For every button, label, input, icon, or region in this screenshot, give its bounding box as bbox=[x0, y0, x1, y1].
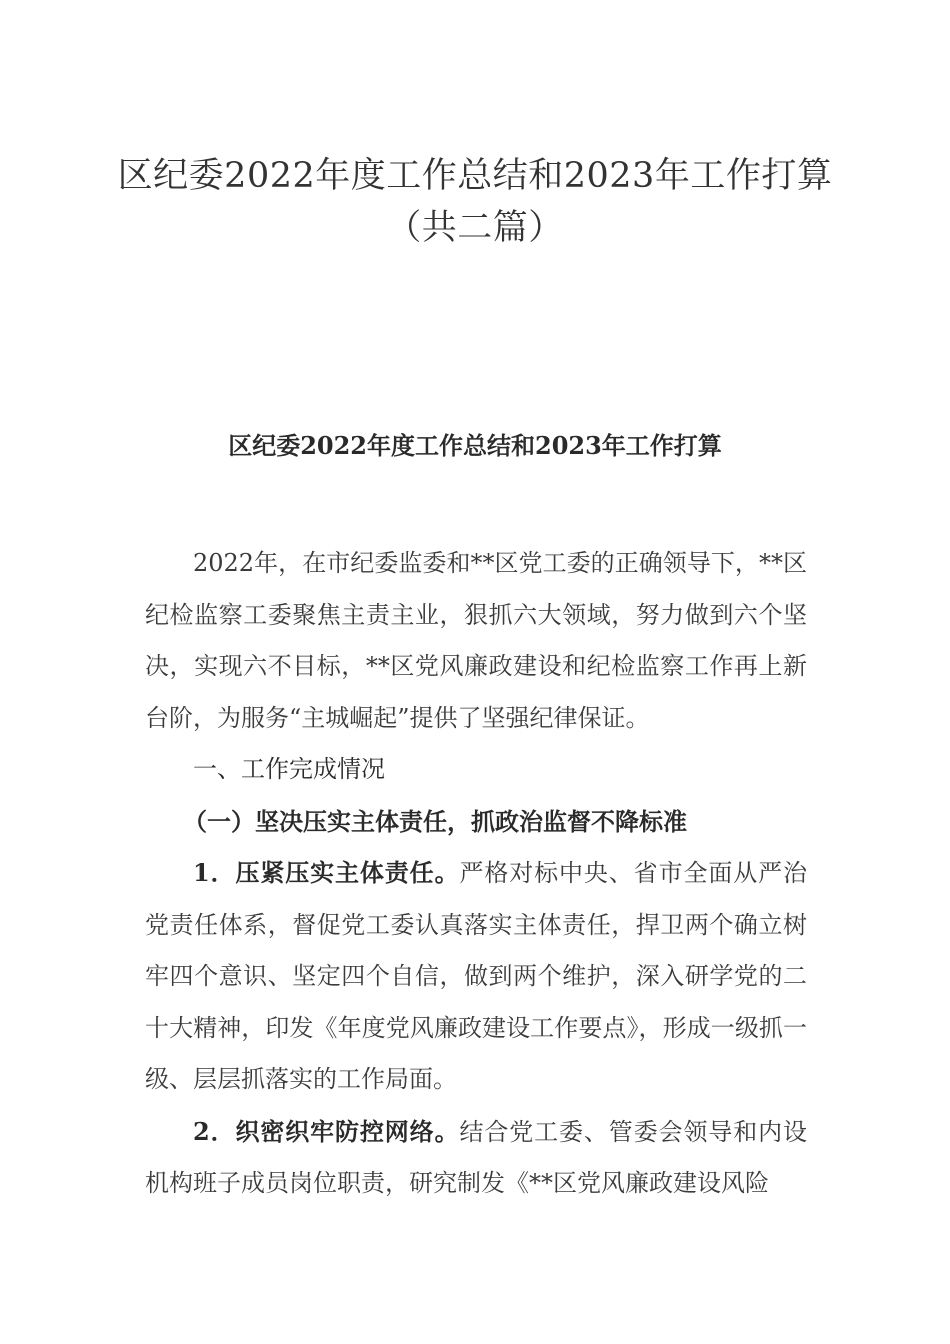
item-lead-2: 2．织密织牢防控网络。 bbox=[193, 1116, 460, 1146]
item-lead-1: 1．压紧压实主体责任。 bbox=[193, 858, 460, 887]
document-title-note: （共二篇） bbox=[386, 208, 564, 248]
subsection-heading: （一）坚决压实主体责任，抓政治监督不降标准 bbox=[183, 806, 687, 836]
document-title: 区纪委2022年度工作总结和2023年工作打算 bbox=[117, 156, 833, 196]
item-paragraph-1 bbox=[145, 847, 807, 1106]
article-title: 区纪委2022年度工作总结和2023年工作打算 bbox=[228, 431, 722, 460]
intro-paragraph: 2022年，在市纪委监委和**区党工委的正确领导下，**区纪检监察工委聚焦主责主业，狠抓六大领域，努力做到六个坚决，实现六不目标，**区党风廉政建设和纪检监察工作再上新台阶，为服务“主城崛起”提供了坚强纪律保证。 bbox=[145, 549, 807, 732]
item-paragraph-2 bbox=[145, 1106, 807, 1210]
item-text-2: 结合党工委、管委会领导和内设机构班子成员岗位职责，研究制发《**区党风廉政建设风险 bbox=[145, 1117, 808, 1197]
article-body bbox=[145, 538, 807, 1210]
section-heading: 一、工作完成情况 bbox=[193, 755, 385, 783]
item-text-1: 严格对标中央、省市全面从严治党责任体系，督促党工委认真落实主体责任，捍卫两个确立树牢四个意识、坚定四个自信，做到两个维护，深入研学党的二十大精神，印发《年度党风廉政建设工作要点》，形成一级抓一级、层层抓落实的工作局面。 bbox=[145, 859, 808, 1093]
